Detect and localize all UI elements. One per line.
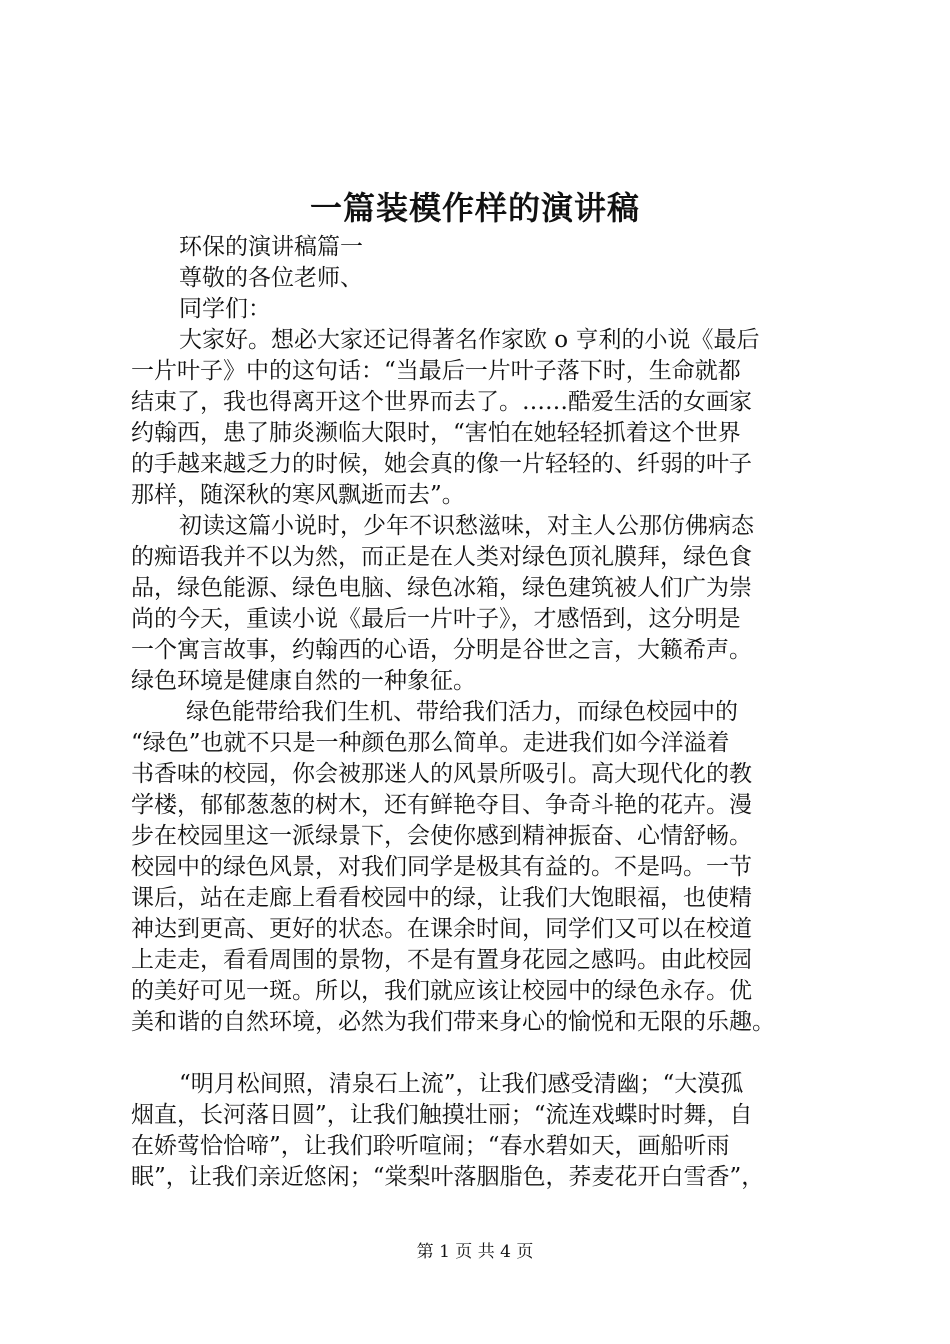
text-line: 绿色环境是健康自然的一种象征。 bbox=[131, 668, 476, 694]
blank-line bbox=[131, 1038, 843, 1069]
text-line: 的手越来越乏力的时候，她会真的像一片轻轻的、纤弱的叶子 bbox=[131, 451, 752, 477]
text-line: 一个寓言故事，约翰西的心语，分明是谷世之言，大籁希声。 bbox=[131, 637, 752, 663]
text-line: “绿色”也就不只是一种颜色那么简单。走进我们如今洋溢着 bbox=[131, 730, 730, 756]
text-line: 尊敬的各位老师、 bbox=[179, 265, 363, 291]
text-line: 同学们： bbox=[179, 296, 271, 322]
text-line: 烟直，长河落日圆”，让我们触摸壮丽；“流连戏蝶时时舞，自 bbox=[131, 1102, 753, 1128]
text-line: 大家好。想必大家还记得著名作家欧 o 亨利的小说《最后 bbox=[179, 327, 760, 353]
text-line: 眠”，让我们亲近悠闲；“棠梨叶落胭脂色，荞麦花开白雪香”， bbox=[131, 1164, 765, 1190]
text-line: 结束了，我也得离开这个世界而去了。……酷爱生活的女画家 bbox=[131, 389, 752, 415]
document-title: 一篇装模作样的演讲稿 bbox=[309, 189, 640, 227]
text-line: 课后，站在走廊上看看校园中的绿，让我们大饱眼福，也使精 bbox=[131, 885, 752, 911]
text-line: 神达到更高、更好的状态。在课余时间，同学们又可以在校道 bbox=[131, 916, 752, 942]
text-line: 学楼，郁郁葱葱的树木，还有鲜艳夺目、争奇斗艳的花卉。漫 bbox=[131, 792, 752, 818]
text-line: 上走走，看看周围的景物，不是有置身花园之感吗。由此校园 bbox=[131, 947, 752, 973]
text-line: 校园中的绿色风景，对我们同学是极其有益的。不是吗。一节 bbox=[131, 854, 752, 880]
text-line: 美和谐的自然环境，必然为我们带来身心的愉悦和无限的乐趣。 bbox=[131, 1009, 775, 1035]
text-line: 的美好可见一斑。所以，我们就应该让校园中的绿色永存。优 bbox=[131, 978, 752, 1004]
text-line: 书香味的校园，你会被那迷人的风景所吸引。高大现代化的教 bbox=[131, 761, 752, 787]
text-line: 约翰西，患了肺炎濒临大限时，“害怕在她轻轻抓着这个世界 bbox=[131, 420, 741, 446]
text-line: 那样，随深秋的寒风飘逝而去”。 bbox=[131, 482, 465, 508]
text-line: 尚的今天，重读小说《最后一片叶子》，才感悟到，这分明是 bbox=[131, 606, 741, 632]
text-line: 步在校园里这一派绿景下，会使你感到精神振奋、心情舒畅。 bbox=[131, 823, 752, 849]
text-line: “明月松间照，清泉石上流”，让我们感受清幽；“大漠孤 bbox=[179, 1071, 744, 1097]
document-body bbox=[131, 232, 843, 1193]
text-line: 一片叶子》中的这句话：“当最后一片叶子落下时，生命就都 bbox=[131, 358, 741, 384]
text-line: 环保的演讲稿篇一 bbox=[179, 234, 363, 260]
text-line: 在娇莺恰恰啼”，让我们聆听喧闹；“春水碧如天，画船听雨 bbox=[131, 1133, 730, 1159]
text-line: 初读这篇小说时，少年不识愁滋味，对主人公那仿佛病态 bbox=[179, 513, 754, 539]
text-line: 品，绿色能源、绿色电脑、绿色冰箱，绿色建筑被人们广为崇 bbox=[131, 575, 752, 601]
page-footer: 第 1 页 共 4 页 bbox=[416, 1242, 534, 1262]
text-line: 的痴语我并不以为然，而正是在人类对绿色顶礼膜拜，绿色食 bbox=[131, 544, 752, 570]
text-line: 绿色能带给我们生机、带给我们活力，而绿色校园中的 bbox=[186, 699, 738, 725]
